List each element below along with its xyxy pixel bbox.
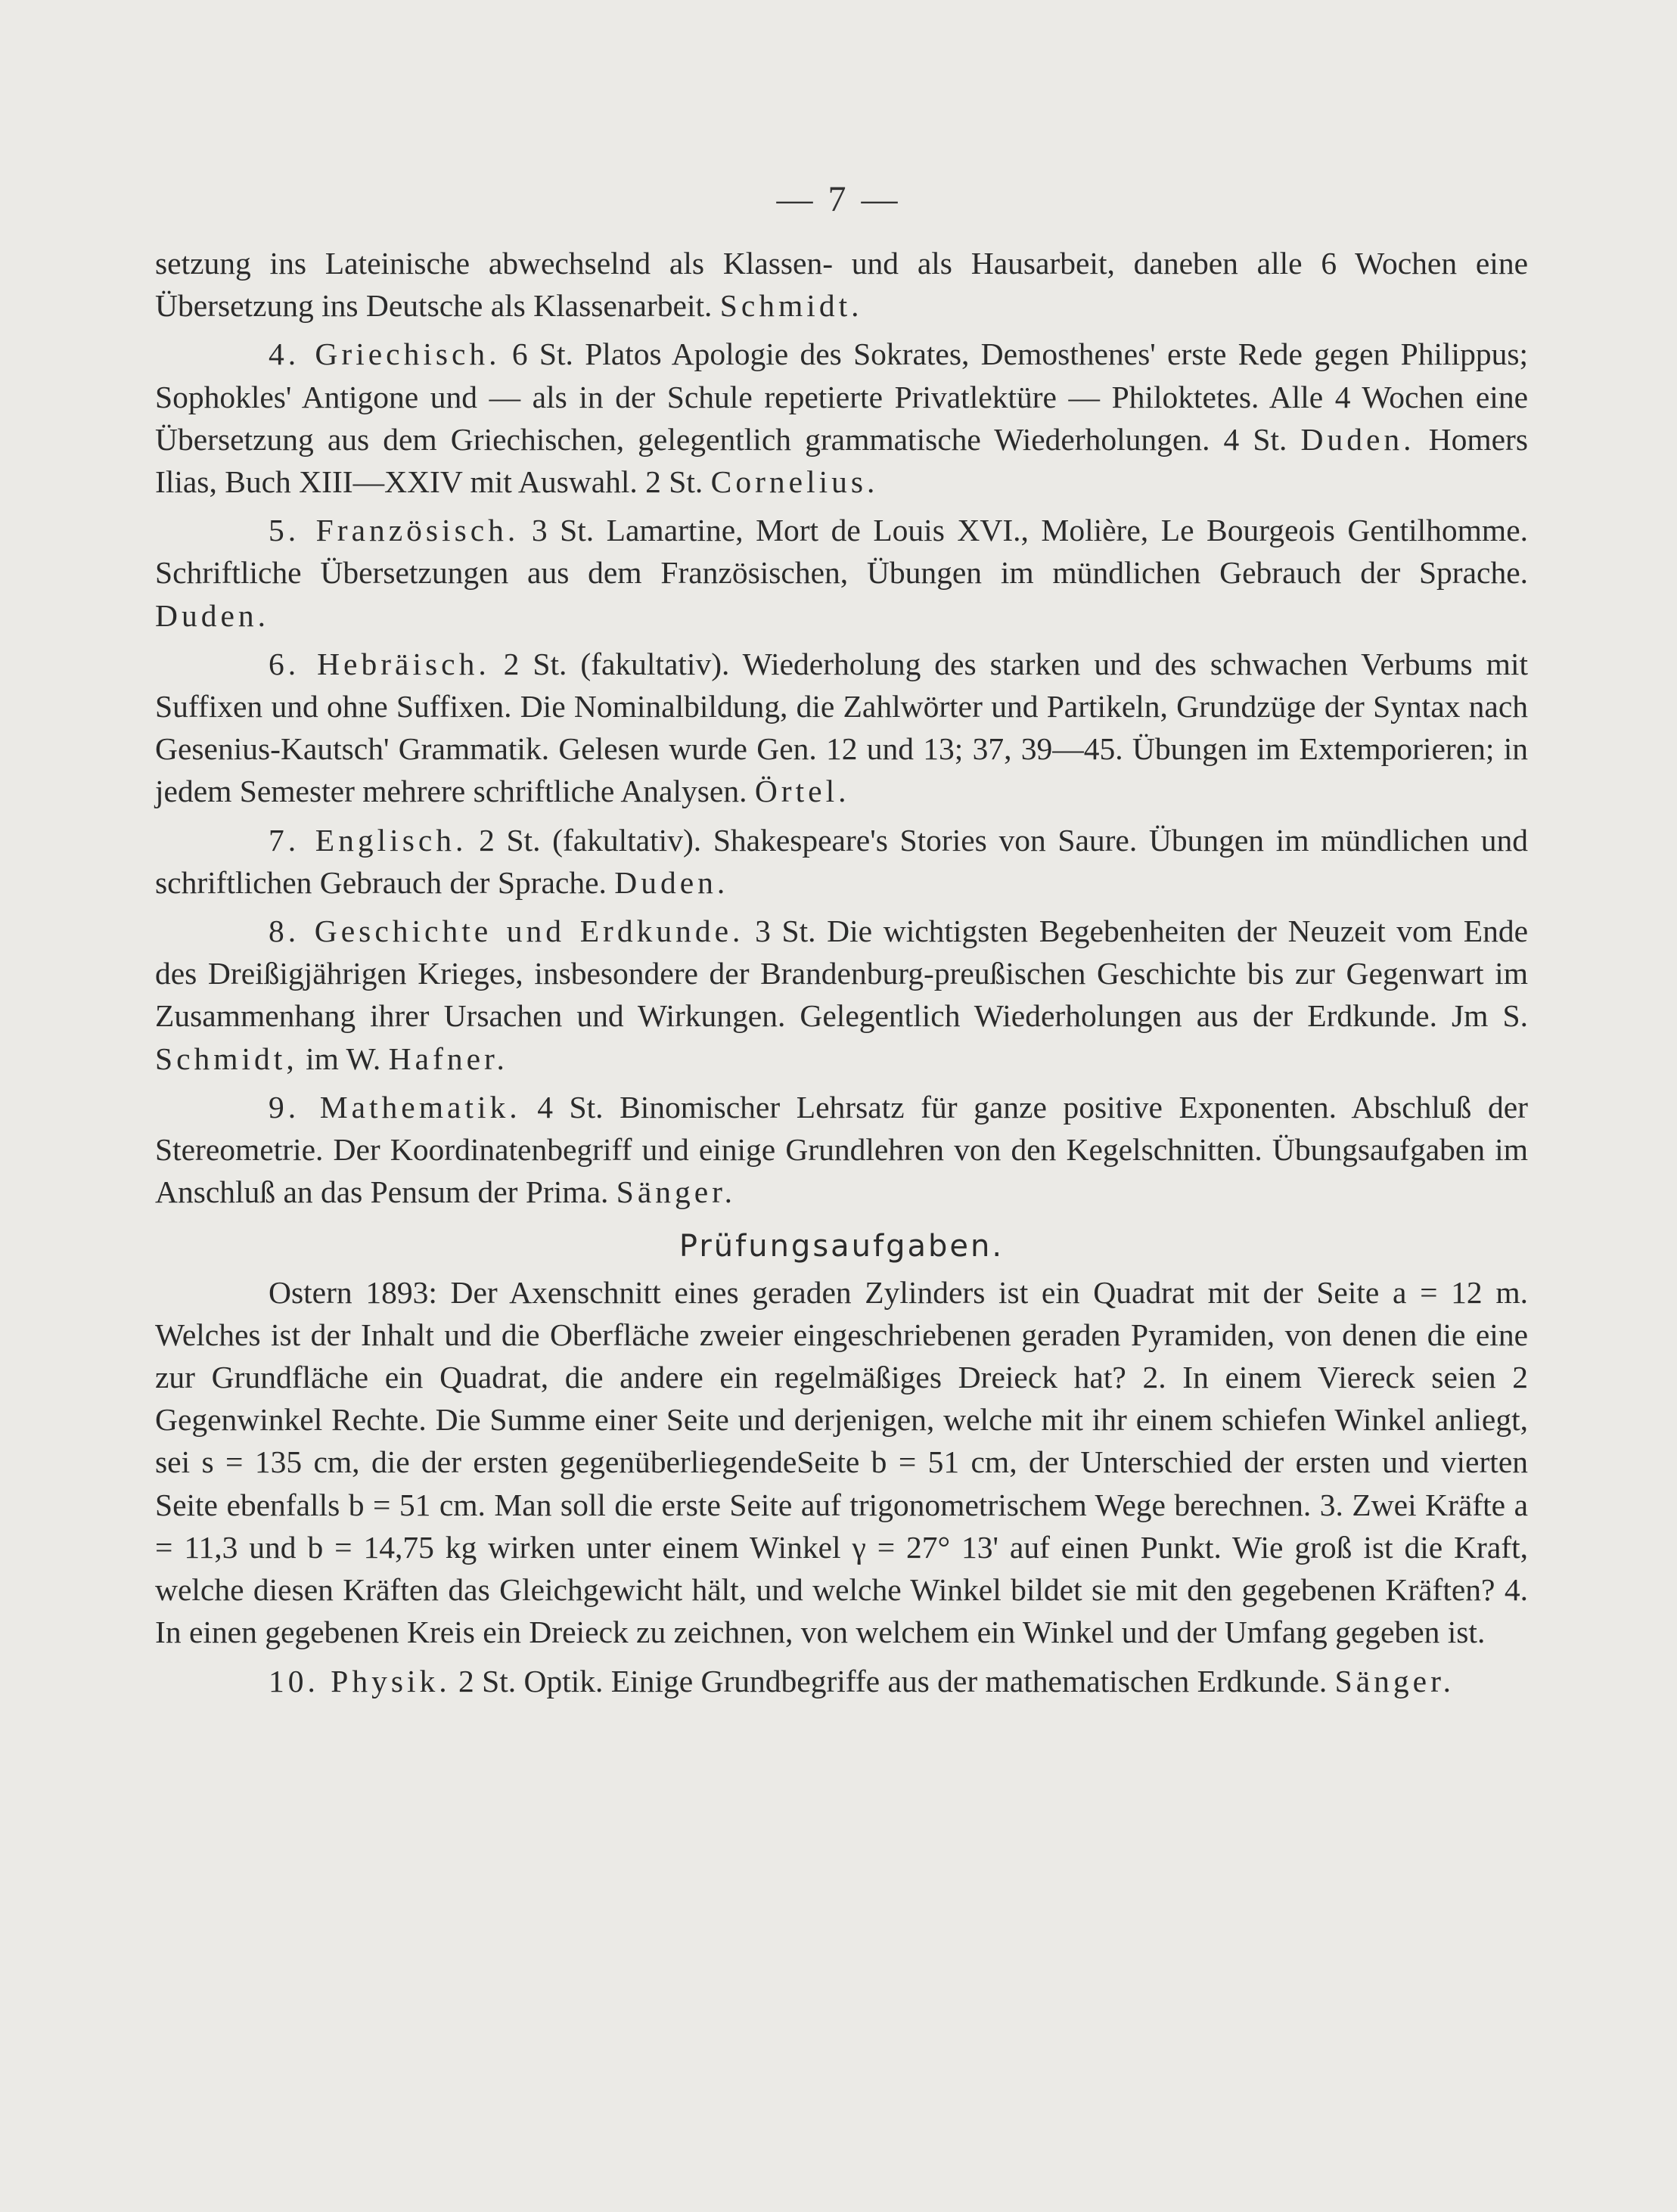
paragraph-pruefungsaufgaben [155,1271,1528,1654]
subject-label: 10. Physik. [269,1663,451,1699]
paragraph-text: 3 St. Lamartine, Mort de Louis XVI., Molière, Le Bourgeois Gentilhomme. Schriftliche Übersetzungen aus dem Französischen, Übungen im mündlichen Gebrauch der Sprache. [155,513,1528,591]
paragraph-hebraeisch [155,643,1528,813]
subject-label: 8. Geschichte und Erdkunde. [269,914,744,949]
paragraph-text: im W. [306,1041,381,1076]
paragraph-text: 3 St. Die wichtigsten Begebenheiten der Neuzeit vom Ende des Dreißigjährigen Krieges, insbesondere der Brandenburg-preußischen Geschichte bis zur Gegenwart im Zusammenhang ihrer Ursachen und Wirkungen. Gelegentlich Wiederholungen aus der Erdkunde. Jm S. [155,914,1529,1034]
body-text [155,242,1528,1702]
section-heading: Prüfungsaufgaben. [679,1229,1005,1264]
subject-label: 6. Hebräisch. [269,646,490,681]
paragraph-text: 2 St. Optik. Einige Grundbegriffe aus der mathematischen Erdkunde. [458,1663,1328,1699]
paragraph-geschichte [155,910,1528,1080]
paragraph-mathematik [155,1086,1528,1214]
subject-label: 7. Englisch. [269,822,467,858]
paragraph-griechisch [155,333,1528,503]
paragraph-englisch [155,819,1528,904]
paragraph-physik [155,1660,1528,1702]
page-number: — 7 — [776,179,901,219]
teacher-name: Cornelius. [710,464,879,500]
teacher-name: Örtel. [754,774,850,809]
paragraph-text: 6 St. Platos Apologie des Sokrates, Demosthenes' erste Rede gegen Philippus; Sophokles' Antigone und — als in der Schule repetierte Privatlektüre — Philoktetes. Alle 4 Wochen eine Übersetzung aus dem Griechischen, gelegentlich grammatische Wiederholungen. 4 St. [155,337,1528,457]
subject-label: 5. Französisch. [269,513,520,548]
teacher-name: Duden. [614,864,729,900]
teacher-name: Duden. [155,597,270,633]
paragraph-text: Ostern 1893: Der Axenschnitt eines geraden Zylinders ist ein Quadrat mit der Seite a = 12 m. Welches ist der Inhalt und die Oberfläche zweier eingeschriebenen geraden Pyramiden, von denen die eine zur Grundfläche ein Quadrat, die andere ein regelmäßiges Dreieck hat? 2. In einem Viereck seien 2 Gegenwinkel Rechte. Die Summe einer Seite und derjenigen, welche mit ihr einem schiefen Winkel anliegt, sei s = 135 cm, die der ersten gegenüberliegendeSeite b = 51 cm, der Unterschied der ersten und vierten Seite ebenfalls b = 51 cm. Man soll die erste Seite auf trigonometrischem Wege berechnen. 3. Zwei Kräfte a = 11,3 und b = 14,75 kg wirken unter einem Winkel γ = 27° 13' auf einen Punkt. Wie groß ist die Kraft, welche diesen Kräften das Gleichgewicht hält, und welche Winkel bildet sie mit den gegebenen Kräften? 4. In einen gegebenen Kreis ein Dreieck zu zeichnen, von welchem ein Winkel und der Umfang gegeben ist. [155,1274,1528,1650]
teacher-name: Schmidt. [719,288,863,324]
teacher-name: Hafner. [388,1041,508,1076]
paragraph-latin-continuation [155,242,1528,327]
paragraph-text: 4 St. Binomischer Lehrsatz für ganze positive Exponenten. Abschluß der Stereometrie. Der Koordinatenbegriff und einige Grundlehren von den Kegelschnitten. Übungsaufgaben im Anschluß an das Pensum der Prima. [155,1089,1528,1210]
teacher-name: Sänger. [616,1174,737,1210]
subject-label: 9. Mathematik. [269,1089,521,1125]
paragraph-franzoesisch [155,509,1528,637]
teacher-name: Sänger. [1334,1663,1455,1699]
paragraph-text: 2 St. (fakultativ). Wiederholung des starken und des schwachen Verbums mit Suffixen und ohne Suffixen. Die Nominalbildung, die Zahlwörter und Partikeln, Grundzüge der Syntax nach Gesenius-Kautsch' Grammatik. Gelesen wurde Gen. 12 und 13; 37, 39—45. Übungen im Extemporieren; in jedem Semester mehrere schriftliche Analysen. [155,646,1528,809]
teacher-name: Schmidt, [155,1041,298,1076]
teacher-name: Duden. [1300,421,1415,457]
paragraph-text: 2 St. (fakultativ). Shakespeare's Stories von Saure. Übungen im mündlichen und schriftlichen Gebrauch der Sprache. [155,822,1528,900]
paragraph-text: setzung ins Lateinische abwechselnd als Klassen- und als Hausarbeit, daneben alle 6 Wochen eine Übersetzung ins Deutsche als Klassenarbeit. [155,246,1528,324]
subject-label: 4. Griechisch. [269,337,501,372]
paragraph-text: Homers Ilias, Buch XIII—XXIV mit Auswahl. 2 St. [155,421,1529,500]
